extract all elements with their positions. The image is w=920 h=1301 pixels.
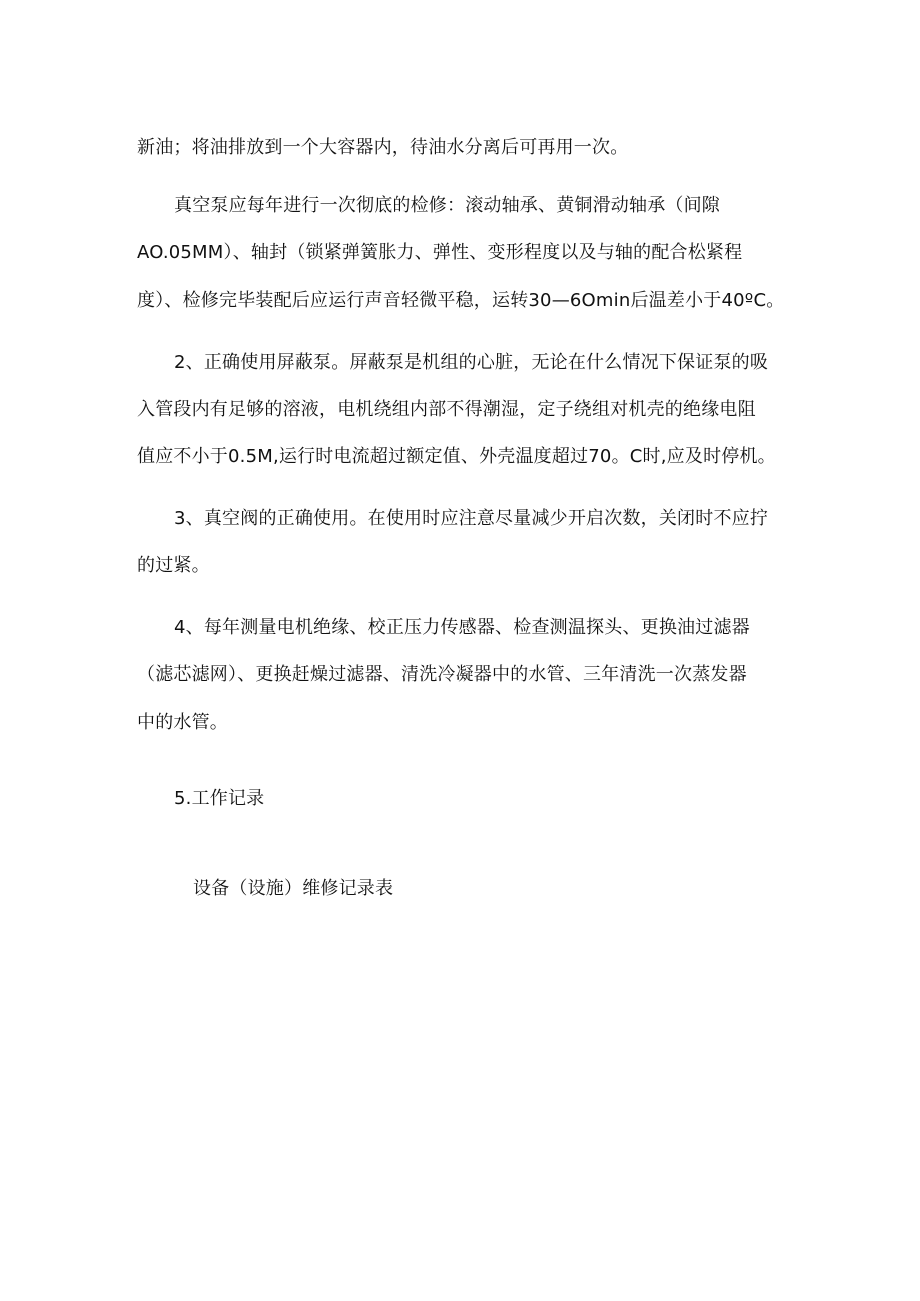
- text-line: 度）、检修完毕装配后应运行声音轻微平稳，运转30—6Omin后温差小于40ºC。: [137, 290, 785, 311]
- text-line: 中的水管。: [137, 712, 228, 733]
- text-line: 的过紧。: [137, 555, 210, 576]
- table-caption: 设备（设施）维修记录表: [193, 878, 394, 899]
- paragraph-first-line: 3、真空阀的正确使用。在使用时应注意尽量减少开启次数，关闭时不应拧: [174, 508, 769, 529]
- text-line: AO.05MM）、轴封（锁紧弹簧胀力、弹性、变形程度以及与轴的配合松紧程: [137, 242, 743, 263]
- section-heading: 5.工作记录: [174, 788, 265, 809]
- paragraph-first-line: 2、正确使用屏蔽泵。屏蔽泵是机组的心脏，无论在什么情况下保证泵的吸: [174, 352, 769, 373]
- text-line: 值应不小于0.5M,运行时电流超过额定值、外壳温度超过70。C时,应及时停机。: [137, 446, 776, 467]
- text-line: 入管段内有足够的溶液，电机绕组内部不得潮湿，定子绕组对机壳的绝缘电阻: [137, 399, 756, 420]
- text-line: 新油；将油排放到一个大容器内，待油水分离后可再用一次。: [137, 137, 629, 158]
- paragraph-first-line: 真空泵应每年进行一次彻底的检修：滚动轴承、黄铜滑动轴承（间隙: [174, 195, 720, 216]
- paragraph-first-line: 4、每年测量电机绝缘、校正压力传感器、检查测温探头、更换油过滤器: [174, 617, 750, 638]
- text-line: （滤芯滤网）、更换赶燥过滤器、清洗冷凝器中的水管、三年清洗一次蒸发器: [137, 664, 747, 685]
